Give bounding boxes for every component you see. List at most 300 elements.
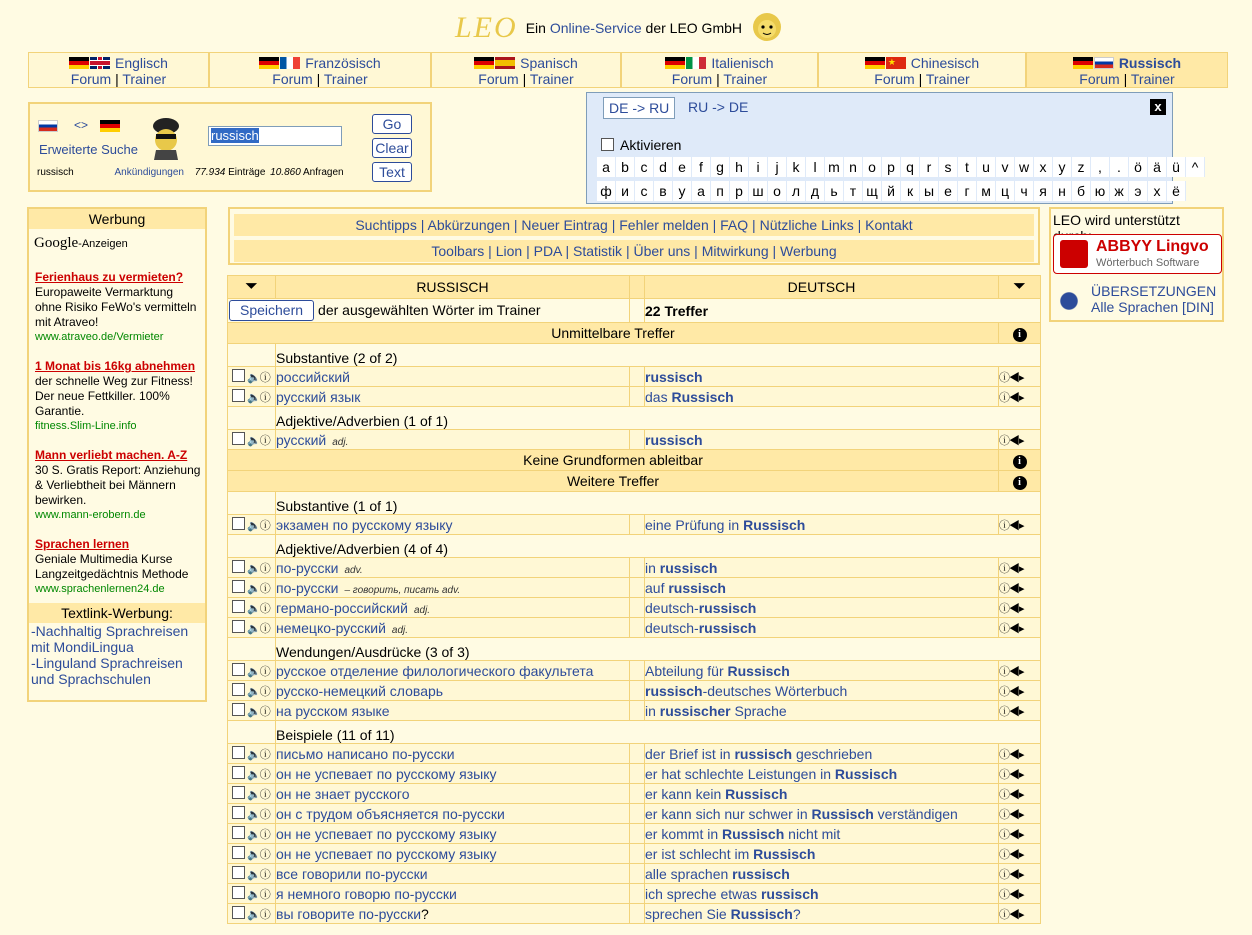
direction-de-ru[interactable]: DE -> RU (603, 97, 675, 119)
abbyy-lingvo-banner[interactable] (1053, 234, 1222, 274)
key-button[interactable]: т (844, 181, 863, 201)
key-button[interactable]: ц (996, 181, 1015, 201)
info-icon[interactable]: ⓘ (999, 869, 1009, 881)
key-button[interactable]: g (711, 157, 730, 177)
key-button[interactable]: а (692, 181, 711, 201)
key-button[interactable]: ы (920, 181, 939, 201)
category-label: Adjektive/Adverbien (1 of 1) (276, 407, 1041, 430)
key-button[interactable]: ю (1091, 181, 1110, 201)
select-checkbox[interactable] (232, 663, 245, 676)
key-button[interactable]: u (977, 157, 996, 177)
info-icon[interactable]: ⓘ (259, 520, 270, 532)
select-checkbox[interactable] (232, 600, 245, 613)
checkbox-icon[interactable] (601, 138, 614, 151)
play-icon[interactable]: ◀▸ (1009, 520, 1024, 532)
row-actions (228, 681, 276, 701)
nav-link[interactable]: Suchtipps (355, 217, 417, 233)
info-icon[interactable]: ⓘ (999, 809, 1009, 821)
select-checkbox[interactable] (232, 826, 245, 839)
info-icon[interactable]: ⓘ (259, 789, 270, 801)
info-icon[interactable]: ⓘ (999, 603, 1009, 615)
russian-term[interactable]: он не успевает по русскому языку (276, 765, 497, 782)
nav-link[interactable]: Lion (495, 243, 523, 259)
nav-link[interactable]: Werbung (780, 243, 837, 259)
row-tools (999, 884, 1041, 904)
german-term[interactable] (645, 517, 805, 533)
info-cell (999, 450, 1041, 471)
key-button[interactable]: в (654, 181, 673, 201)
category-label: Substantive (2 of 2) (276, 344, 1041, 367)
info-icon[interactable]: ⓘ (999, 789, 1009, 801)
german-match: russisch (645, 368, 703, 385)
german-flag-icon[interactable] (100, 120, 120, 132)
key-button[interactable]: o (863, 157, 882, 177)
info-icon[interactable]: ⓘ (999, 749, 1009, 761)
key-button[interactable]: x (1034, 157, 1053, 177)
ad-headline[interactable]: Sprachen lernen (35, 537, 130, 551)
text-button[interactable]: Text (372, 162, 412, 182)
russian-term[interactable]: письмо написано по-русски (276, 745, 455, 762)
nav-link[interactable]: Neuer Eintrag (521, 217, 608, 233)
german-term[interactable] (645, 663, 790, 679)
key-button[interactable]: , (1091, 157, 1110, 177)
key-button[interactable]: г (958, 181, 977, 201)
table-row (228, 824, 1041, 844)
info-icon[interactable]: ⓘ (999, 623, 1009, 635)
advanced-search-link[interactable]: Erweiterte Suche (39, 142, 138, 157)
speaker-icon[interactable]: 🔈 (247, 392, 260, 404)
select-checkbox[interactable] (232, 703, 245, 716)
speaker-icon[interactable]: 🔈 (247, 686, 260, 698)
info-icon[interactable]: ⓘ (999, 889, 1009, 901)
row-spacer (630, 804, 645, 824)
info-icon[interactable]: ⓘ (259, 869, 270, 881)
swap-direction-icon[interactable]: <> (74, 118, 89, 132)
lang-link[interactable]: Englisch (114, 55, 168, 71)
play-icon[interactable]: ◀▸ (1009, 769, 1024, 781)
key-button[interactable]: a (597, 157, 616, 177)
key-button[interactable]: t (958, 157, 977, 177)
speaker-icon[interactable]: 🔈 (247, 435, 260, 447)
key-button[interactable]: r (920, 157, 939, 177)
russian-term[interactable]: русско-немецкий словарь (276, 682, 444, 699)
info-icon[interactable]: ⓘ (259, 706, 270, 718)
info-icon[interactable]: ⓘ (999, 829, 1009, 841)
speaker-icon[interactable]: 🔈 (247, 706, 260, 718)
select-checkbox[interactable] (232, 620, 245, 633)
key-button[interactable]: ä (1148, 157, 1167, 177)
key-button[interactable]: е (939, 181, 958, 201)
info-icon[interactable]: ⓘ (259, 435, 270, 447)
play-icon[interactable]: ◀▸ (1009, 789, 1024, 801)
filter-de[interactable] (999, 276, 1041, 299)
play-icon[interactable]: ◀▸ (1009, 829, 1024, 841)
direction-ru-de[interactable]: RU -> DE (688, 99, 749, 115)
nav-link[interactable]: Kontakt (865, 217, 913, 233)
russian-flag-icon[interactable] (38, 120, 58, 132)
german-term[interactable] (645, 766, 897, 782)
info-icon[interactable]: ⓘ (259, 769, 270, 781)
russian-term[interactable]: по-русски (276, 559, 339, 576)
key-button[interactable]: р (730, 181, 749, 201)
play-icon[interactable]: ◀▸ (1009, 372, 1024, 384)
key-button[interactable]: v (996, 157, 1015, 177)
russian-term[interactable]: на русском языке (276, 702, 390, 719)
speaker-icon[interactable]: 🔈 (247, 849, 260, 861)
key-button[interactable]: и (616, 181, 635, 201)
ad-url[interactable]: www.sprachenlernen24.de (35, 583, 165, 595)
announcements-link[interactable]: Ankündigungen (114, 167, 184, 178)
nav-link[interactable]: Fehler melden (619, 217, 709, 233)
textlink-item[interactable]: -Nachhaltig Sprachreisen mit MondiLingua (31, 623, 189, 655)
german-term[interactable] (645, 432, 703, 448)
speaker-icon[interactable]: 🔈 (247, 372, 260, 384)
key-button[interactable]: q (901, 157, 920, 177)
key-button[interactable]: m (825, 157, 844, 177)
lang-link[interactable]: Chinesisch (910, 55, 980, 71)
speaker-icon[interactable]: 🔈 (247, 789, 260, 801)
info-icon[interactable]: ⓘ (999, 435, 1009, 447)
info-icon[interactable]: ⓘ (999, 392, 1009, 404)
select-checkbox[interactable] (232, 517, 245, 530)
key-button[interactable]: c (635, 157, 654, 177)
speaker-icon[interactable]: 🔈 (247, 909, 260, 921)
info-icon[interactable]: ⓘ (999, 909, 1009, 921)
play-icon[interactable]: ◀▸ (1009, 623, 1024, 635)
nav-link[interactable]: Abkürzungen (427, 217, 510, 233)
search-input[interactable] (208, 126, 342, 146)
activate-checkbox[interactable] (601, 137, 681, 153)
row-spacer (630, 824, 645, 844)
info-icon[interactable]: ⓘ (259, 889, 270, 901)
select-checkbox[interactable] (232, 389, 245, 402)
speaker-icon[interactable]: 🔈 (247, 889, 260, 901)
trainer-link[interactable]: Trainer (1130, 71, 1175, 87)
key-button[interactable]: щ (863, 181, 882, 201)
russian-term[interactable]: вы говорите по-русски (276, 905, 422, 922)
russian-term[interactable]: по-русски (276, 579, 339, 596)
select-checkbox[interactable] (232, 580, 245, 593)
info-icon[interactable]: ⓘ (999, 769, 1009, 781)
info-icon[interactable]: ⓘ (259, 583, 270, 595)
german-term[interactable] (645, 846, 815, 862)
german-post: nicht mit (784, 825, 841, 842)
filter-icon[interactable]: ⏷ (1013, 278, 1026, 295)
info-icon[interactable]: ⓘ (999, 686, 1009, 698)
russian-term[interactable]: экзамен по русскому языку (276, 516, 453, 533)
key-button[interactable]: м (977, 181, 996, 201)
info-icon[interactable]: ⓘ (259, 809, 270, 821)
lang-link[interactable]: Spanisch (520, 55, 578, 71)
forum-link[interactable]: Forum (1079, 71, 1120, 87)
german-term[interactable] (645, 600, 756, 616)
speaker-icon[interactable]: 🔈 (247, 583, 260, 595)
key-button[interactable]: х (1148, 181, 1167, 201)
select-checkbox[interactable] (232, 432, 245, 445)
info-icon[interactable]: i (1013, 328, 1027, 342)
key-button[interactable]: w (1015, 157, 1034, 177)
select-checkbox[interactable] (232, 683, 245, 696)
russian-term[interactable]: русский язык (276, 388, 361, 405)
key-button[interactable]: ф (597, 181, 616, 201)
row-actions (228, 578, 276, 598)
nav-link[interactable]: Nützliche Links (759, 217, 854, 233)
speaker-icon[interactable]: 🔈 (247, 520, 260, 532)
german-term[interactable] (645, 389, 734, 405)
row-tools (999, 387, 1041, 407)
play-icon[interactable]: ◀▸ (1009, 435, 1024, 447)
select-checkbox[interactable] (232, 746, 245, 759)
german-term[interactable] (645, 826, 840, 842)
forum-link[interactable]: Forum (671, 71, 713, 87)
russian-term[interactable]: я немного говорю по-русски (276, 885, 457, 902)
german-term[interactable] (645, 886, 819, 902)
play-icon[interactable]: ◀▸ (1009, 563, 1024, 575)
ad-item[interactable] (35, 537, 201, 597)
play-icon[interactable]: ◀▸ (1009, 889, 1024, 901)
russian-term[interactable]: он не знает русского (276, 785, 410, 802)
key-button[interactable]: я (1034, 181, 1053, 201)
select-checkbox[interactable] (232, 766, 245, 779)
select-checkbox[interactable] (232, 866, 245, 879)
nav-link[interactable]: Über uns (633, 243, 691, 259)
speaker-icon[interactable]: 🔈 (247, 769, 260, 781)
german-term[interactable] (645, 560, 717, 576)
lang-tab-franzoesisch[interactable]: Französisch Forum | Trainer (209, 52, 431, 88)
cat-spacer (228, 492, 276, 515)
german-term[interactable] (645, 683, 847, 699)
lang-tab-englisch[interactable]: Englisch Forum | Trainer (28, 52, 209, 88)
russian-term[interactable]: он не успевает по русскому языку (276, 825, 497, 842)
key-button[interactable]: у (673, 181, 692, 201)
select-checkbox[interactable] (232, 560, 245, 573)
ad-headline[interactable]: Mann verliebt machen. A-Z (35, 448, 188, 462)
key-button[interactable]: k (787, 157, 806, 177)
speaker-icon[interactable]: 🔈 (247, 809, 260, 821)
forum-link[interactable]: Forum (874, 71, 915, 87)
play-icon[interactable]: ◀▸ (1009, 849, 1024, 861)
key-button[interactable]: л (787, 181, 806, 201)
info-icon[interactable]: ⓘ (259, 563, 270, 575)
textlink-item[interactable]: -Linguland Sprachreisen und Sprachschulen (31, 655, 183, 687)
play-icon[interactable]: ◀▸ (1009, 392, 1024, 404)
key-button[interactable]: ö (1129, 157, 1148, 177)
lang-tab-chinesisch[interactable]: ★ Chinesisch Forum | Trainer (818, 52, 1026, 88)
info-icon[interactable]: ⓘ (259, 849, 270, 861)
russian-term[interactable]: российский (276, 368, 350, 385)
german-term[interactable] (645, 806, 958, 822)
german-term[interactable] (645, 866, 790, 882)
key-button[interactable]: к (901, 181, 920, 201)
info-icon[interactable]: i (1013, 476, 1027, 490)
info-icon[interactable]: ⓘ (999, 849, 1009, 861)
key-button[interactable]: ü (1167, 157, 1186, 177)
info-icon[interactable]: i (1013, 455, 1027, 469)
ad-url[interactable]: www.mann-erobern.de (35, 509, 146, 521)
info-icon[interactable]: ⓘ (999, 520, 1009, 532)
key-button[interactable]: ^ (1186, 157, 1205, 177)
info-icon[interactable]: ⓘ (259, 623, 270, 635)
forum-link[interactable]: Forum (272, 71, 313, 87)
lang-link[interactable]: Französisch (305, 55, 381, 71)
lang-link[interactable]: Russisch (1118, 55, 1182, 71)
play-icon[interactable]: ◀▸ (1009, 749, 1024, 761)
go-button[interactable]: Go (372, 114, 412, 134)
key-button[interactable]: h (730, 157, 749, 177)
german-post: -deutsches Wörterbuch (702, 682, 848, 699)
info-icon[interactable]: ⓘ (259, 603, 270, 615)
russian-term[interactable]: русское отделение филологического факультета (276, 662, 594, 679)
row-tools (999, 681, 1041, 701)
key-button[interactable]: ь (825, 181, 844, 201)
select-checkbox[interactable] (232, 906, 245, 919)
info-icon[interactable]: ⓘ (999, 706, 1009, 718)
key-button[interactable]: о (768, 181, 787, 201)
lang-tab-russisch[interactable]: Russisch Forum | Trainer (1026, 52, 1228, 88)
russian-term[interactable]: он не успевает по русскому языку (276, 845, 497, 862)
trainer-link[interactable]: Trainer (925, 71, 970, 87)
play-icon[interactable]: ◀▸ (1009, 869, 1024, 881)
save-button[interactable]: Speichern (229, 300, 314, 321)
play-icon[interactable]: ◀▸ (1009, 603, 1024, 615)
select-checkbox[interactable] (232, 786, 245, 799)
key-button[interactable]: н (1053, 181, 1072, 201)
online-service-link[interactable]: Online-Service (549, 20, 642, 36)
info-icon[interactable]: ⓘ (259, 749, 270, 761)
key-button[interactable]: ш (749, 181, 768, 201)
ad-item[interactable] (35, 359, 201, 434)
info-icon[interactable]: ⓘ (999, 563, 1009, 575)
german-cell (645, 784, 999, 804)
german-term[interactable] (645, 703, 787, 719)
speaker-icon[interactable]: 🔈 (247, 623, 260, 635)
play-icon[interactable]: ◀▸ (1009, 809, 1024, 821)
russian-term[interactable]: все говорили по-русски (276, 865, 428, 882)
ad-headline[interactable]: 1 Monat bis 16kg abnehmen (35, 359, 196, 373)
nav-link[interactable]: Statistik (573, 243, 623, 259)
forum-link[interactable]: Forum (70, 71, 112, 87)
german-term[interactable] (645, 620, 756, 636)
nav-link[interactable]: FAQ (720, 217, 749, 233)
key-button[interactable]: d (654, 157, 673, 177)
german-term[interactable] (645, 369, 703, 385)
nav-link[interactable]: PDA (533, 243, 562, 259)
key-button[interactable]: с (635, 181, 654, 201)
german-cell (645, 904, 999, 924)
info-icon[interactable]: ⓘ (999, 666, 1009, 678)
lang-link[interactable]: Italienisch (711, 55, 774, 71)
german-term[interactable] (645, 746, 872, 762)
key-button[interactable]: ч (1015, 181, 1034, 201)
speaker-icon[interactable]: 🔈 (247, 869, 260, 881)
key-button[interactable]: j (768, 157, 787, 177)
info-icon[interactable]: ⓘ (259, 666, 270, 678)
info-icon[interactable]: ⓘ (999, 372, 1009, 384)
play-icon[interactable]: ◀▸ (1009, 583, 1024, 595)
play-icon[interactable]: ◀▸ (1009, 686, 1024, 698)
key-button[interactable]: э (1129, 181, 1148, 201)
nav-link[interactable]: Toolbars (431, 243, 485, 259)
german-cell (645, 578, 999, 598)
russian-term[interactable]: немецко-русский (276, 619, 386, 636)
info-icon[interactable]: ⓘ (259, 392, 270, 404)
key-button[interactable]: i (749, 157, 768, 177)
speaker-icon[interactable]: 🔈 (247, 563, 260, 575)
key-button[interactable]: p (882, 157, 901, 177)
select-checkbox[interactable] (232, 369, 245, 382)
ad-item[interactable] (35, 270, 201, 345)
translations-link[interactable] (1091, 283, 1216, 315)
german-term[interactable] (645, 786, 787, 802)
speaker-icon[interactable]: 🔈 (247, 666, 260, 678)
key-button[interactable]: n (844, 157, 863, 177)
filter-icon[interactable]: ⏷ (245, 278, 258, 295)
key-button[interactable]: ё (1167, 181, 1186, 201)
german-term[interactable] (645, 906, 801, 922)
filter-ru[interactable] (228, 276, 276, 299)
close-icon[interactable]: x (1150, 99, 1166, 115)
speaker-icon[interactable]: 🔈 (247, 749, 260, 761)
leo-logo[interactable]: LEO (455, 11, 518, 44)
key-button[interactable]: l (806, 157, 825, 177)
key-button[interactable]: . (1110, 157, 1129, 177)
speaker-icon[interactable]: 🔈 (247, 829, 260, 841)
ad-item[interactable] (35, 448, 201, 523)
trainer-link[interactable]: Trainer (122, 71, 167, 87)
key-button[interactable]: п (711, 181, 730, 201)
key-button[interactable]: z (1072, 157, 1091, 177)
info-icon[interactable]: ⓘ (259, 686, 270, 698)
german-cell (645, 744, 999, 764)
key-button[interactable]: д (806, 181, 825, 201)
lang-tab-italienisch[interactable]: Italienisch Forum | Trainer (621, 52, 818, 88)
play-icon[interactable]: ◀▸ (1009, 666, 1024, 678)
info-icon[interactable]: ⓘ (259, 909, 270, 921)
select-checkbox[interactable] (232, 806, 245, 819)
key-button[interactable]: ж (1110, 181, 1129, 201)
select-checkbox[interactable] (232, 886, 245, 899)
info-icon[interactable]: ⓘ (999, 583, 1009, 595)
trainer-link[interactable]: Trainer (323, 71, 368, 87)
trainer-link[interactable]: Trainer (529, 71, 574, 87)
clear-button[interactable]: Clear (372, 138, 412, 158)
info-icon[interactable]: ⓘ (259, 829, 270, 841)
key-button[interactable]: b (616, 157, 635, 177)
ad-headline[interactable]: Ferienhaus zu vermieten? (35, 270, 184, 284)
german-term[interactable] (645, 580, 726, 596)
key-button[interactable]: й (882, 181, 901, 201)
russian-term[interactable]: германо-российский (276, 599, 408, 616)
key-button[interactable]: s (939, 157, 958, 177)
play-icon[interactable]: ◀▸ (1009, 909, 1024, 921)
key-button[interactable]: б (1072, 181, 1091, 201)
play-icon[interactable]: ◀▸ (1009, 706, 1024, 718)
trainer-link[interactable]: Trainer (723, 71, 768, 87)
russian-term[interactable]: он с трудом объясняется по-русски (276, 805, 505, 822)
lang-tab-spanisch[interactable]: Spanisch Forum | Trainer (431, 52, 621, 88)
key-button[interactable]: f (692, 157, 711, 177)
ad-url[interactable]: www.atraveo.de/Vermieter (35, 331, 164, 343)
forum-link[interactable]: Forum (478, 71, 519, 87)
key-button[interactable]: e (673, 157, 692, 177)
info-icon[interactable]: ⓘ (259, 372, 270, 384)
speaker-icon[interactable]: 🔈 (247, 603, 260, 615)
key-button[interactable]: y (1053, 157, 1072, 177)
ad-url[interactable]: fitness.Slim-Line.info (35, 420, 137, 432)
select-checkbox[interactable] (232, 846, 245, 859)
nav-link[interactable]: Mitwirkung (701, 243, 769, 259)
russian-term[interactable]: русский (276, 431, 327, 448)
